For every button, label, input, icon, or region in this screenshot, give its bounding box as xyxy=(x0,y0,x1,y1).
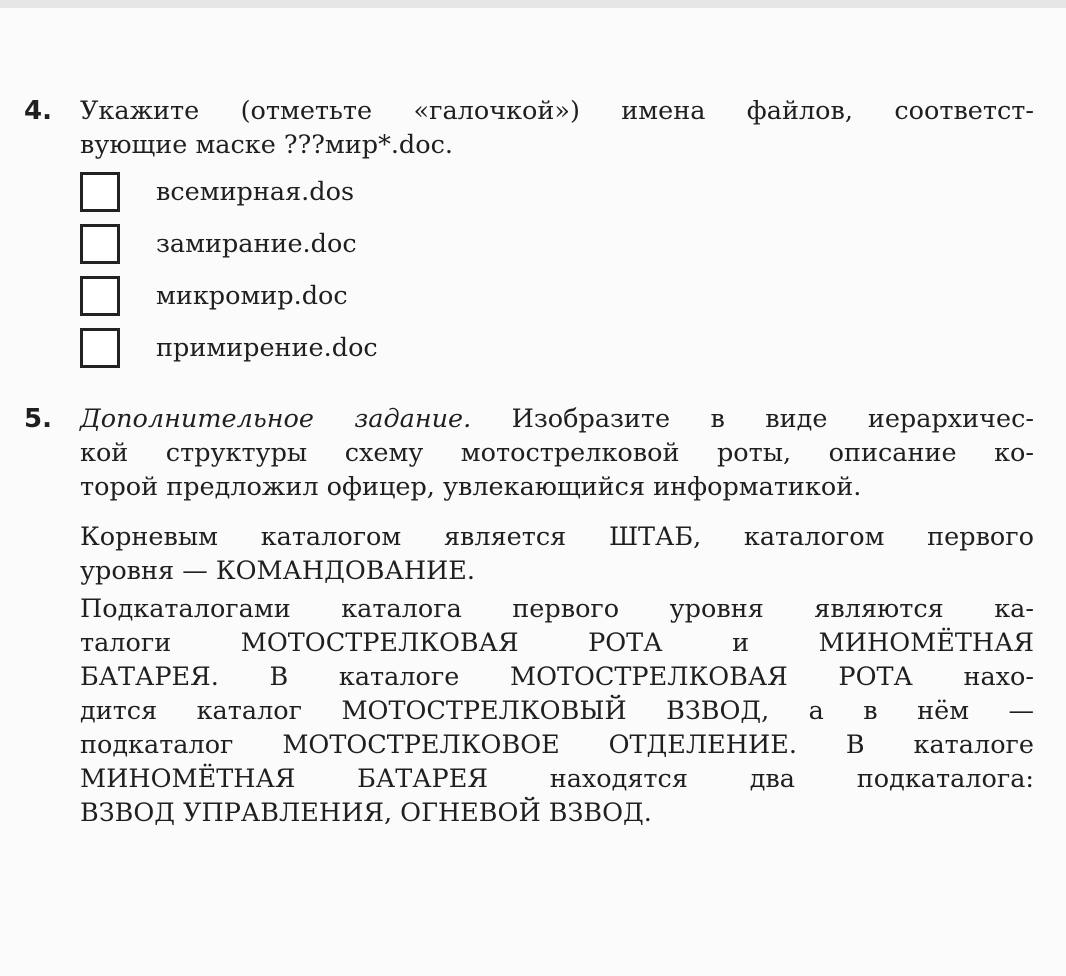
paragraph-line: МИНОМЁТНАЯ БАТАРЕЯ находятся два подкаталога: xyxy=(80,764,1034,794)
checkbox-option[interactable] xyxy=(80,270,1034,322)
checkbox-label: микромир.doc xyxy=(156,281,348,311)
paragraph-line: ВЗВОД УПРАВЛЕНИЯ, ОГНЕВОЙ ВЗВОД. xyxy=(80,798,652,828)
paragraph-line: Подкаталогами каталога первого уровня являются ка- xyxy=(80,594,1034,624)
paragraph-line: дится каталог МОТОСТРЕЛКОВЫЙ ВЗВОД, а в нём — xyxy=(80,696,1034,726)
task-5 xyxy=(24,402,1034,830)
checkbox[interactable] xyxy=(80,224,120,264)
top-bar xyxy=(0,0,1066,8)
task-4-line-1: Укажите (отметьте «галочкой») имена файлов, соответст- xyxy=(80,96,1034,126)
paragraph-line: БАТАРЕЯ. В каталоге МОТОСТРЕЛКОВАЯ РОТА нахо- xyxy=(80,662,1034,692)
checkbox[interactable] xyxy=(80,328,120,368)
checkbox-list xyxy=(80,166,1034,374)
checkbox-label: примирение.doc xyxy=(156,333,378,363)
task-5-line-2: кой структуры схему мотострелковой роты, описание ко- xyxy=(80,438,1034,468)
task-4-number: 4. xyxy=(24,96,52,126)
checkbox-label: замирание.doc xyxy=(156,229,357,259)
task-5-body xyxy=(80,402,1034,436)
checkbox[interactable] xyxy=(80,276,120,316)
checkbox-label: всемирная.dos xyxy=(156,177,355,207)
checkbox-option[interactable] xyxy=(80,166,1034,218)
task-5-paragraph-1 xyxy=(80,520,1034,588)
task-5-intro xyxy=(80,436,1034,504)
task-5-heading: Дополнительное задание. xyxy=(80,404,472,434)
checkbox-option[interactable] xyxy=(80,322,1034,374)
task-5-line-1 xyxy=(80,402,1034,436)
checkbox-option[interactable] xyxy=(80,218,1034,270)
task-4-body xyxy=(80,94,1034,374)
task-4-line-2: вующие маске ???мир*.doc. xyxy=(80,130,453,160)
paragraph-line: уровня — КОМАНДОВАНИЕ. xyxy=(80,556,476,586)
paragraph-line: талоги МОТОСТРЕЛКОВАЯ РОТА и МИНОМЁТНАЯ xyxy=(80,628,1034,658)
document-page xyxy=(0,8,1066,976)
task-5-number: 5. xyxy=(24,404,52,434)
task-5-line-3: торой предложил офицер, увлекающийся информатикой. xyxy=(80,472,862,502)
task-4 xyxy=(24,94,1034,374)
paragraph-line: подкаталог МОТОСТРЕЛКОВОЕ ОТДЕЛЕНИЕ. В каталоге xyxy=(80,730,1034,760)
checkbox[interactable] xyxy=(80,172,120,212)
task-5-line-1-text: Изобразите в виде иерархичес- xyxy=(471,404,1034,434)
task-5-paragraph-2 xyxy=(80,592,1034,830)
paragraph-line: Корневым каталогом является ШТАБ, каталогом первого xyxy=(80,522,1034,552)
